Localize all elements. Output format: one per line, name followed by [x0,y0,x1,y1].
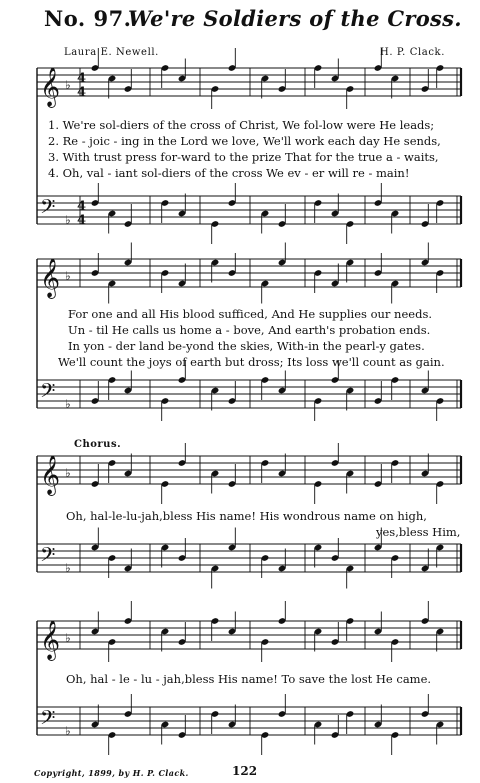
svg-text:♭: ♭ [65,561,71,575]
svg-text:𝄢: 𝄢 [40,706,56,734]
svg-text:𝄞: 𝄞 [40,455,61,495]
svg-text:♭: ♭ [65,724,71,738]
verse-1-line-a: 1. We're sol-diers of the cross of Christ, We fol-low were He leads; [48,118,435,132]
verse-2-line-b: Un - til He calls us home a - bove, And earth's probation ends. [68,323,431,337]
copyright-notice: Copyright, 1899, by H. P. Clack. [34,768,189,778]
verse-3-line-b: In yon - der land be-yond the skies, With-in the pearl-y gates. [68,339,425,353]
svg-text:𝄢: 𝄢 [40,195,56,223]
svg-text:𝄢: 𝄢 [40,379,56,407]
svg-text:4: 4 [77,199,87,214]
svg-text:♭: ♭ [65,631,71,645]
verse-3-line-a: 3. With trust press for-ward to the prize That for the true a - waits, [48,150,439,164]
verse-1-line-b: For one and all His blood sufficed, And He supplies our needs. [68,307,432,321]
chorus-line-1: Oh, hal-le-lu-jah,bless His name! His wondrous name on high, [66,509,427,523]
svg-text:♭: ♭ [65,78,71,92]
hymn-number: No. 97. [44,6,132,31]
svg-text:4: 4 [77,71,87,86]
hymn-title: We're Soldiers of the Cross. [128,6,462,31]
svg-text:𝄞: 𝄞 [40,67,61,107]
composer-credit: H. P. Clack. [380,47,445,58]
chorus-line-2: Oh, hal - le - lu - jah,bless His name! To save the lost He came. [66,672,432,686]
svg-text:♭: ♭ [65,466,71,480]
svg-text:𝄢: 𝄢 [40,543,56,571]
svg-text:𝄞: 𝄞 [40,258,61,298]
verse-2-line-a: 2. Re - joic - ing in the Lord we love, We'll work each day He sends, [48,134,441,148]
svg-text:𝄞: 𝄞 [40,620,61,660]
verse-4-line-a: 4. Oh, val - iant sol-diers of the cross We ev - er will re - main! [48,166,410,180]
page-number: 122 [232,764,258,778]
svg-text:♭: ♭ [65,269,71,283]
lyricist-credit: Laura E. Newell. [64,47,159,58]
verse-4-line-b: We'll count the joys of earth but dross; Its loss we'll count as gain. [58,355,445,369]
svg-text:♭: ♭ [65,397,71,411]
svg-text:♭: ♭ [65,213,71,227]
svg-text:4: 4 [77,85,87,100]
chorus-label: Chorus. [74,439,122,450]
svg-text:4: 4 [77,213,87,228]
chorus-bass-echo: yes,bless Him, [376,525,461,539]
